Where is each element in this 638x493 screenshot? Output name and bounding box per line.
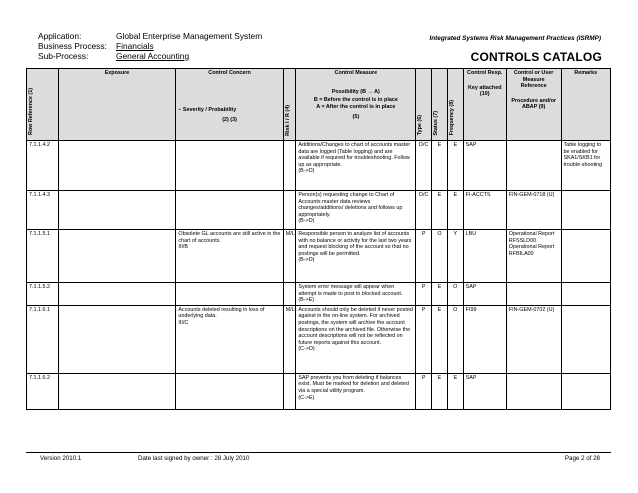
table-row <box>27 373 611 409</box>
concern-cell <box>176 373 283 409</box>
type-cell: D/C <box>416 141 432 191</box>
concern-cell: Obsolete GL accounts are still active in the chart of accounts. III/B <box>176 230 283 283</box>
measure-cell: System error message will appear when attempt is made to post to blocked account. (B->E) <box>296 283 416 306</box>
measure-cell: Person(s) requesting change to Chart of Accounts master data reviews changes/additions/ deletions and follows up appropriately. (B->D) <box>296 191 416 230</box>
col-exposure: Exposure <box>58 69 176 141</box>
resp-cell: SAP <box>463 141 506 191</box>
risk-cell: M/L <box>283 230 296 283</box>
risk-cell <box>283 141 296 191</box>
col-control-concern: Control Concern – Severity / Probability (2) (3) <box>176 69 283 141</box>
sub-process-label: Sub-Process: <box>38 51 89 61</box>
exposure-cell <box>58 305 176 373</box>
status-cell: E <box>432 373 448 409</box>
status-cell: O <box>432 230 448 283</box>
risk-cell <box>283 283 296 306</box>
row-ref-cell: 7.1.1.6.2 <box>27 373 59 409</box>
row-ref-cell: 7.1.1.5.2 <box>27 283 59 306</box>
col-risk: Risk I / R (4) <box>283 69 296 141</box>
exposure-cell <box>58 373 176 409</box>
footer-divider <box>26 452 611 453</box>
col-frequency: Frequency (8) <box>447 69 463 141</box>
row-ref-cell: 7.1.1.6.1 <box>27 305 59 373</box>
resp-cell: SAP <box>463 283 506 306</box>
application-label: Application: <box>38 31 82 41</box>
user-reference-cell <box>506 141 561 191</box>
status-cell: E <box>432 283 448 306</box>
col-row-ref: Row Reference (1) <box>27 69 59 141</box>
col-type: Type (6) <box>416 69 432 141</box>
risk-cell <box>283 191 296 230</box>
sub-process-value: General Accounting <box>116 51 190 61</box>
measure-cell: Accounts should only be deleted if never posted against in the on-line system. For archived postings, the system will archive the account descriptions on the archived file. Otherwise the account descriptions will not be reflected on future reports against this account. (C->D) <box>296 305 416 373</box>
remarks-cell <box>561 373 611 409</box>
type-cell: P <box>416 230 432 283</box>
status-cell: E <box>432 141 448 191</box>
row-ref-cell: 7.1.1.4.2 <box>27 141 59 191</box>
col-remarks: Remarks <box>561 69 611 141</box>
measure-cell: SAP prevents you from deleting if balances exist. Must be marked for deletion and deleted via a special utility program. (C->E) <box>296 373 416 409</box>
frequency-cell: O <box>447 283 463 306</box>
row-ref-cell: 7.1.1.4.3 <box>27 191 59 230</box>
remarks-cell <box>561 230 611 283</box>
user-reference-cell: Operational Report RFSSLD00 Operational Report RFBILA00 <box>506 230 561 283</box>
risk-cell: M/L <box>283 305 296 373</box>
measure-cell: Additions/Changes to chart of accounts master data are logged (Table logging) and are available if required for troubleshooting. Follow up as appropriate. (B->D) <box>296 141 416 191</box>
business-process-label: Business Process: <box>38 41 107 51</box>
table-row <box>27 141 611 191</box>
remarks-cell <box>561 305 611 373</box>
col-control-user: Control or User Measure Reference Procedure and/or ABAP (9) <box>506 69 561 141</box>
concern-cell <box>176 141 283 191</box>
col-status: Status (7) <box>432 69 448 141</box>
business-process-value: Financials <box>116 41 154 51</box>
status-cell: E <box>432 191 448 230</box>
measure-cell: Responsible person to analyze list of accounts with no balance or activity for the last two years and request blocking of the account so that no postings will be permitted. (B->D) <box>296 230 416 283</box>
table-row <box>27 230 611 283</box>
table-row <box>27 283 611 306</box>
footer-page: Page 2 of 28 <box>564 455 600 462</box>
table-row <box>27 305 611 373</box>
risk-cell <box>283 373 296 409</box>
remarks-cell: Table logging to be enabled for SKA1/SKB1 for trouble-shooting <box>561 141 611 191</box>
practices-title: Integrated Systems Risk Management Practices (ISRMP) <box>429 35 601 42</box>
footer-signed: Date last signed by owner : 28 July 2010 <box>138 455 250 462</box>
col-control-measure: Control Measure Possibility (B → A) B = Before the control is in place A = After the control is in place (5) <box>296 69 416 141</box>
concern-cell: Accounts deleted resulting in loss of underlying data. III/C <box>176 305 283 373</box>
frequency-cell: E <box>447 191 463 230</box>
remarks-cell <box>561 283 611 306</box>
user-reference-cell: FIN-GEM-0718 (U) <box>506 191 561 230</box>
user-reference-cell: FIN-GEM-0702 (U) <box>506 305 561 373</box>
user-reference-cell <box>506 373 561 409</box>
frequency-cell: E <box>447 373 463 409</box>
resp-cell: FI99 <box>463 305 506 373</box>
col-control-resp: Control Resp. Key attached (10) <box>463 69 506 141</box>
status-cell: E <box>432 305 448 373</box>
concern-cell <box>176 283 283 306</box>
exposure-cell <box>58 191 176 230</box>
type-cell: P <box>416 305 432 373</box>
frequency-cell: O <box>447 305 463 373</box>
concern-cell <box>176 191 283 230</box>
frequency-cell: E <box>447 141 463 191</box>
table-row <box>27 191 611 230</box>
exposure-cell <box>58 141 176 191</box>
user-reference-cell <box>506 283 561 306</box>
row-ref-cell: 7.1.1.5.1 <box>27 230 59 283</box>
exposure-cell <box>58 283 176 306</box>
resp-cell: SAP <box>463 373 506 409</box>
type-cell: P <box>416 283 432 306</box>
resp-cell: FI-ACCTS <box>463 191 506 230</box>
application-value: Global Enterprise Management System <box>116 31 263 41</box>
catalog-title: CONTROLS CATALOG <box>470 50 602 64</box>
remarks-cell <box>561 191 611 230</box>
type-cell: P <box>416 373 432 409</box>
resp-cell: LBU <box>463 230 506 283</box>
type-cell: D/C <box>416 191 432 230</box>
controls-table <box>26 68 611 410</box>
exposure-cell <box>58 230 176 283</box>
footer-version: Version 2010.1 <box>40 455 82 462</box>
frequency-cell: Y <box>447 230 463 283</box>
